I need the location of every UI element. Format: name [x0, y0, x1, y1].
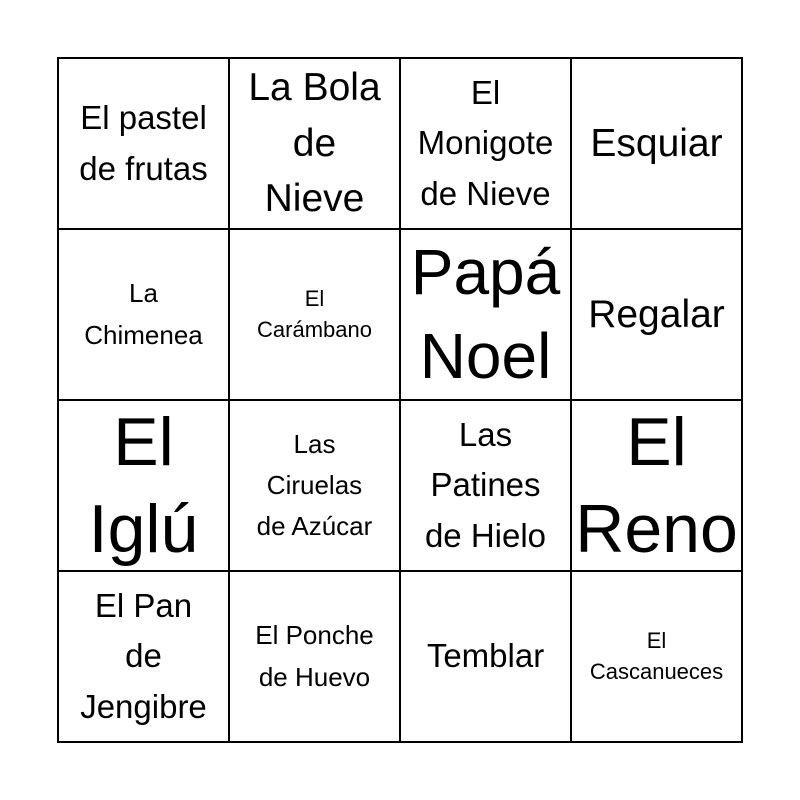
cell-label: El Monigote de Nieve — [417, 74, 554, 212]
cell-label: El pastel de frutas — [79, 99, 208, 187]
bingo-cell[interactable] — [401, 230, 572, 401]
bingo-cell[interactable] — [401, 59, 572, 230]
bingo-cell[interactable] — [401, 572, 572, 743]
cell-label: El Carámbano — [257, 285, 372, 342]
cell-label: Regalar — [588, 292, 725, 336]
bingo-cell[interactable] — [230, 572, 401, 743]
cell-label: La Chimenea — [84, 278, 203, 350]
bingo-cell[interactable] — [572, 230, 743, 401]
bingo-cell[interactable] — [572, 401, 743, 572]
bingo-cell[interactable] — [59, 572, 230, 743]
bingo-cell[interactable] — [230, 401, 401, 572]
bingo-cell[interactable] — [572, 572, 743, 743]
bingo-cell[interactable] — [59, 59, 230, 230]
cell-label: Las Patines de Hielo — [424, 416, 547, 554]
cell-label: El Ponche de Huevo — [255, 620, 374, 692]
cell-label: El Pan de Jengibre — [80, 587, 207, 725]
cell-label: El Iglú — [88, 404, 199, 567]
bingo-cell[interactable] — [59, 401, 230, 572]
cell-label: Temblar — [426, 637, 545, 675]
bingo-cell[interactable] — [572, 59, 743, 230]
cell-label: Papá Noel — [410, 236, 561, 392]
bingo-board — [57, 57, 743, 743]
bingo-cell[interactable] — [401, 401, 572, 572]
bingo-cell[interactable] — [230, 59, 401, 230]
cell-label: El Cascanueces — [589, 627, 724, 684]
cell-label: El Reno — [575, 404, 738, 567]
cell-label: La Bola de Nieve — [248, 66, 381, 221]
cell-label: Las Ciruelas de Azúcar — [256, 428, 373, 542]
cell-label: Esquiar — [590, 121, 723, 165]
bingo-cell[interactable] — [59, 230, 230, 401]
bingo-cell[interactable] — [230, 230, 401, 401]
